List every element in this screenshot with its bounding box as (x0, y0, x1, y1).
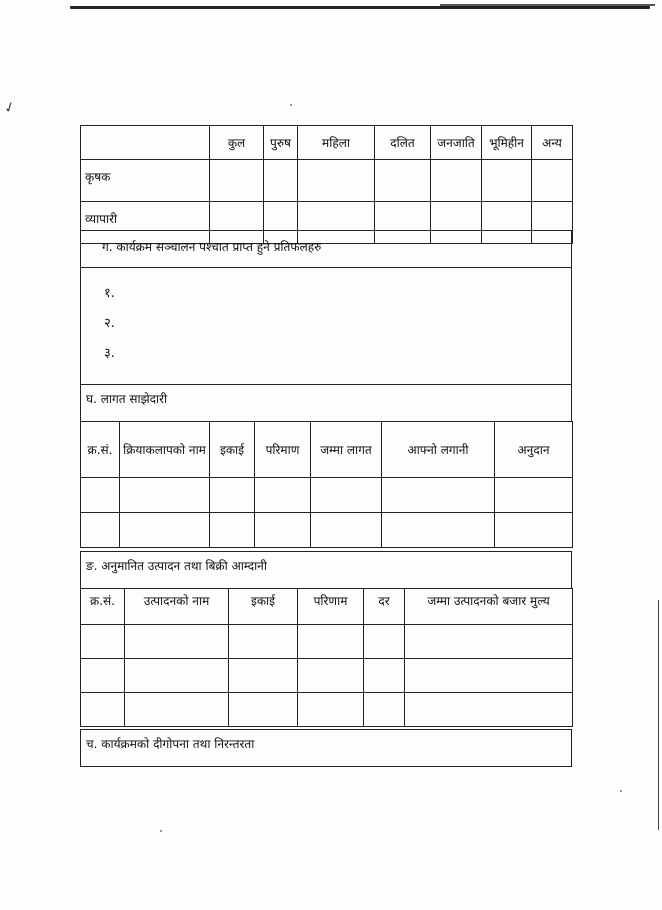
cost-sharing-table (80, 421, 573, 548)
section-ga-body[interactable] (80, 267, 572, 385)
scan-right-edge (658, 600, 659, 830)
column-header: महिला (298, 126, 375, 160)
participants-header-row (81, 126, 573, 160)
column-header: जनजाति (431, 126, 482, 160)
table-cell[interactable] (405, 659, 573, 693)
section-cha-title: च. कार्यक्रमको दीगोपना तथा निरन्तरता (86, 737, 255, 751)
table-row (81, 478, 573, 513)
table-cell[interactable] (264, 160, 298, 202)
column-header: क्र.सं. (81, 589, 125, 625)
table-cell[interactable] (364, 659, 405, 693)
cost-sharing-header-row (81, 422, 573, 478)
table-cell[interactable] (81, 693, 125, 727)
column-header: अन्य (532, 126, 573, 160)
table-cell[interactable] (298, 659, 364, 693)
column-header: उत्पादनको नाम (125, 589, 229, 625)
table-cell[interactable] (255, 478, 311, 513)
column-header: पुरुष (264, 126, 298, 160)
table-cell[interactable] (382, 478, 495, 513)
column-header: जम्मा उत्पादनको बजार मुल्य (405, 589, 573, 625)
column-header: क्र.सं. (81, 422, 120, 478)
column-header: कुल (210, 126, 264, 160)
production-header-row (81, 589, 573, 625)
column-header: अनुदान (495, 422, 573, 478)
pen-mark: ✓ (1, 98, 19, 118)
scan-speck (160, 830, 162, 832)
result-item-number: ३. (104, 346, 115, 361)
column-header: क्रियाकलापको नाम (120, 422, 210, 478)
participants-table (80, 125, 573, 244)
column-header: दलित (375, 126, 431, 160)
table-cell[interactable] (125, 659, 229, 693)
table-cell[interactable] (405, 625, 573, 659)
column-header: आफ्नो लगानी (382, 422, 495, 478)
table-cell[interactable] (229, 625, 298, 659)
column-header: परिमाण (255, 422, 311, 478)
table-cell[interactable] (81, 513, 120, 548)
table-row (81, 160, 573, 202)
table-cell[interactable] (255, 513, 311, 548)
column-header (81, 126, 210, 160)
table-row (81, 659, 573, 693)
table-cell[interactable] (229, 693, 298, 727)
scan-speck (620, 790, 622, 792)
table-row (81, 513, 573, 548)
table-cell[interactable] (311, 478, 382, 513)
table-cell[interactable] (298, 625, 364, 659)
row-label: कृषक (81, 160, 210, 202)
table-cell[interactable] (382, 513, 495, 548)
production-income-table (80, 588, 573, 727)
table-cell[interactable] (210, 478, 255, 513)
table-cell[interactable] (298, 160, 375, 202)
table-cell[interactable] (482, 160, 532, 202)
table-cell[interactable] (532, 160, 573, 202)
section-ga-title: ग. कार्यक्रम सञ्चालन पश्चात प्राप्त हुने प्रतिफलहरु (102, 240, 322, 254)
table-cell[interactable] (375, 160, 431, 202)
table-cell[interactable] (495, 513, 573, 548)
column-header: दर (364, 589, 405, 625)
section-gha-title: घ. लागत साझेदारी (86, 392, 168, 406)
table-cell[interactable] (81, 659, 125, 693)
table-cell[interactable] (81, 625, 125, 659)
table-cell[interactable] (81, 478, 120, 513)
table-cell[interactable] (125, 625, 229, 659)
result-item-number: २. (104, 316, 115, 331)
table-cell[interactable] (210, 513, 255, 548)
column-header: इकाई (210, 422, 255, 478)
result-item-number: १. (104, 286, 115, 301)
scan-top-edge (70, 6, 650, 9)
section-nga-title: ङ. अनुमानित उत्पादन तथा बिक्री आम्दानी (86, 559, 267, 573)
table-cell[interactable] (120, 478, 210, 513)
table-cell[interactable] (311, 513, 382, 548)
row-label: व्यापारी (81, 202, 210, 244)
table-cell[interactable] (431, 160, 482, 202)
scan-top-edge-2 (440, 4, 655, 6)
table-row (81, 693, 573, 727)
table-cell[interactable] (229, 659, 298, 693)
table-cell[interactable] (364, 625, 405, 659)
column-header: परिणाम (298, 589, 364, 625)
column-header: जम्मा लागत (311, 422, 382, 478)
table-cell[interactable] (298, 693, 364, 727)
table-cell[interactable] (125, 693, 229, 727)
scan-speck (290, 104, 292, 106)
table-cell[interactable] (364, 693, 405, 727)
table-cell[interactable] (495, 478, 573, 513)
table-cell[interactable] (210, 160, 264, 202)
table-cell[interactable] (120, 513, 210, 548)
column-header: भूमिहीन (482, 126, 532, 160)
column-header: इकाई (229, 589, 298, 625)
table-cell[interactable] (405, 693, 573, 727)
table-row (81, 625, 573, 659)
